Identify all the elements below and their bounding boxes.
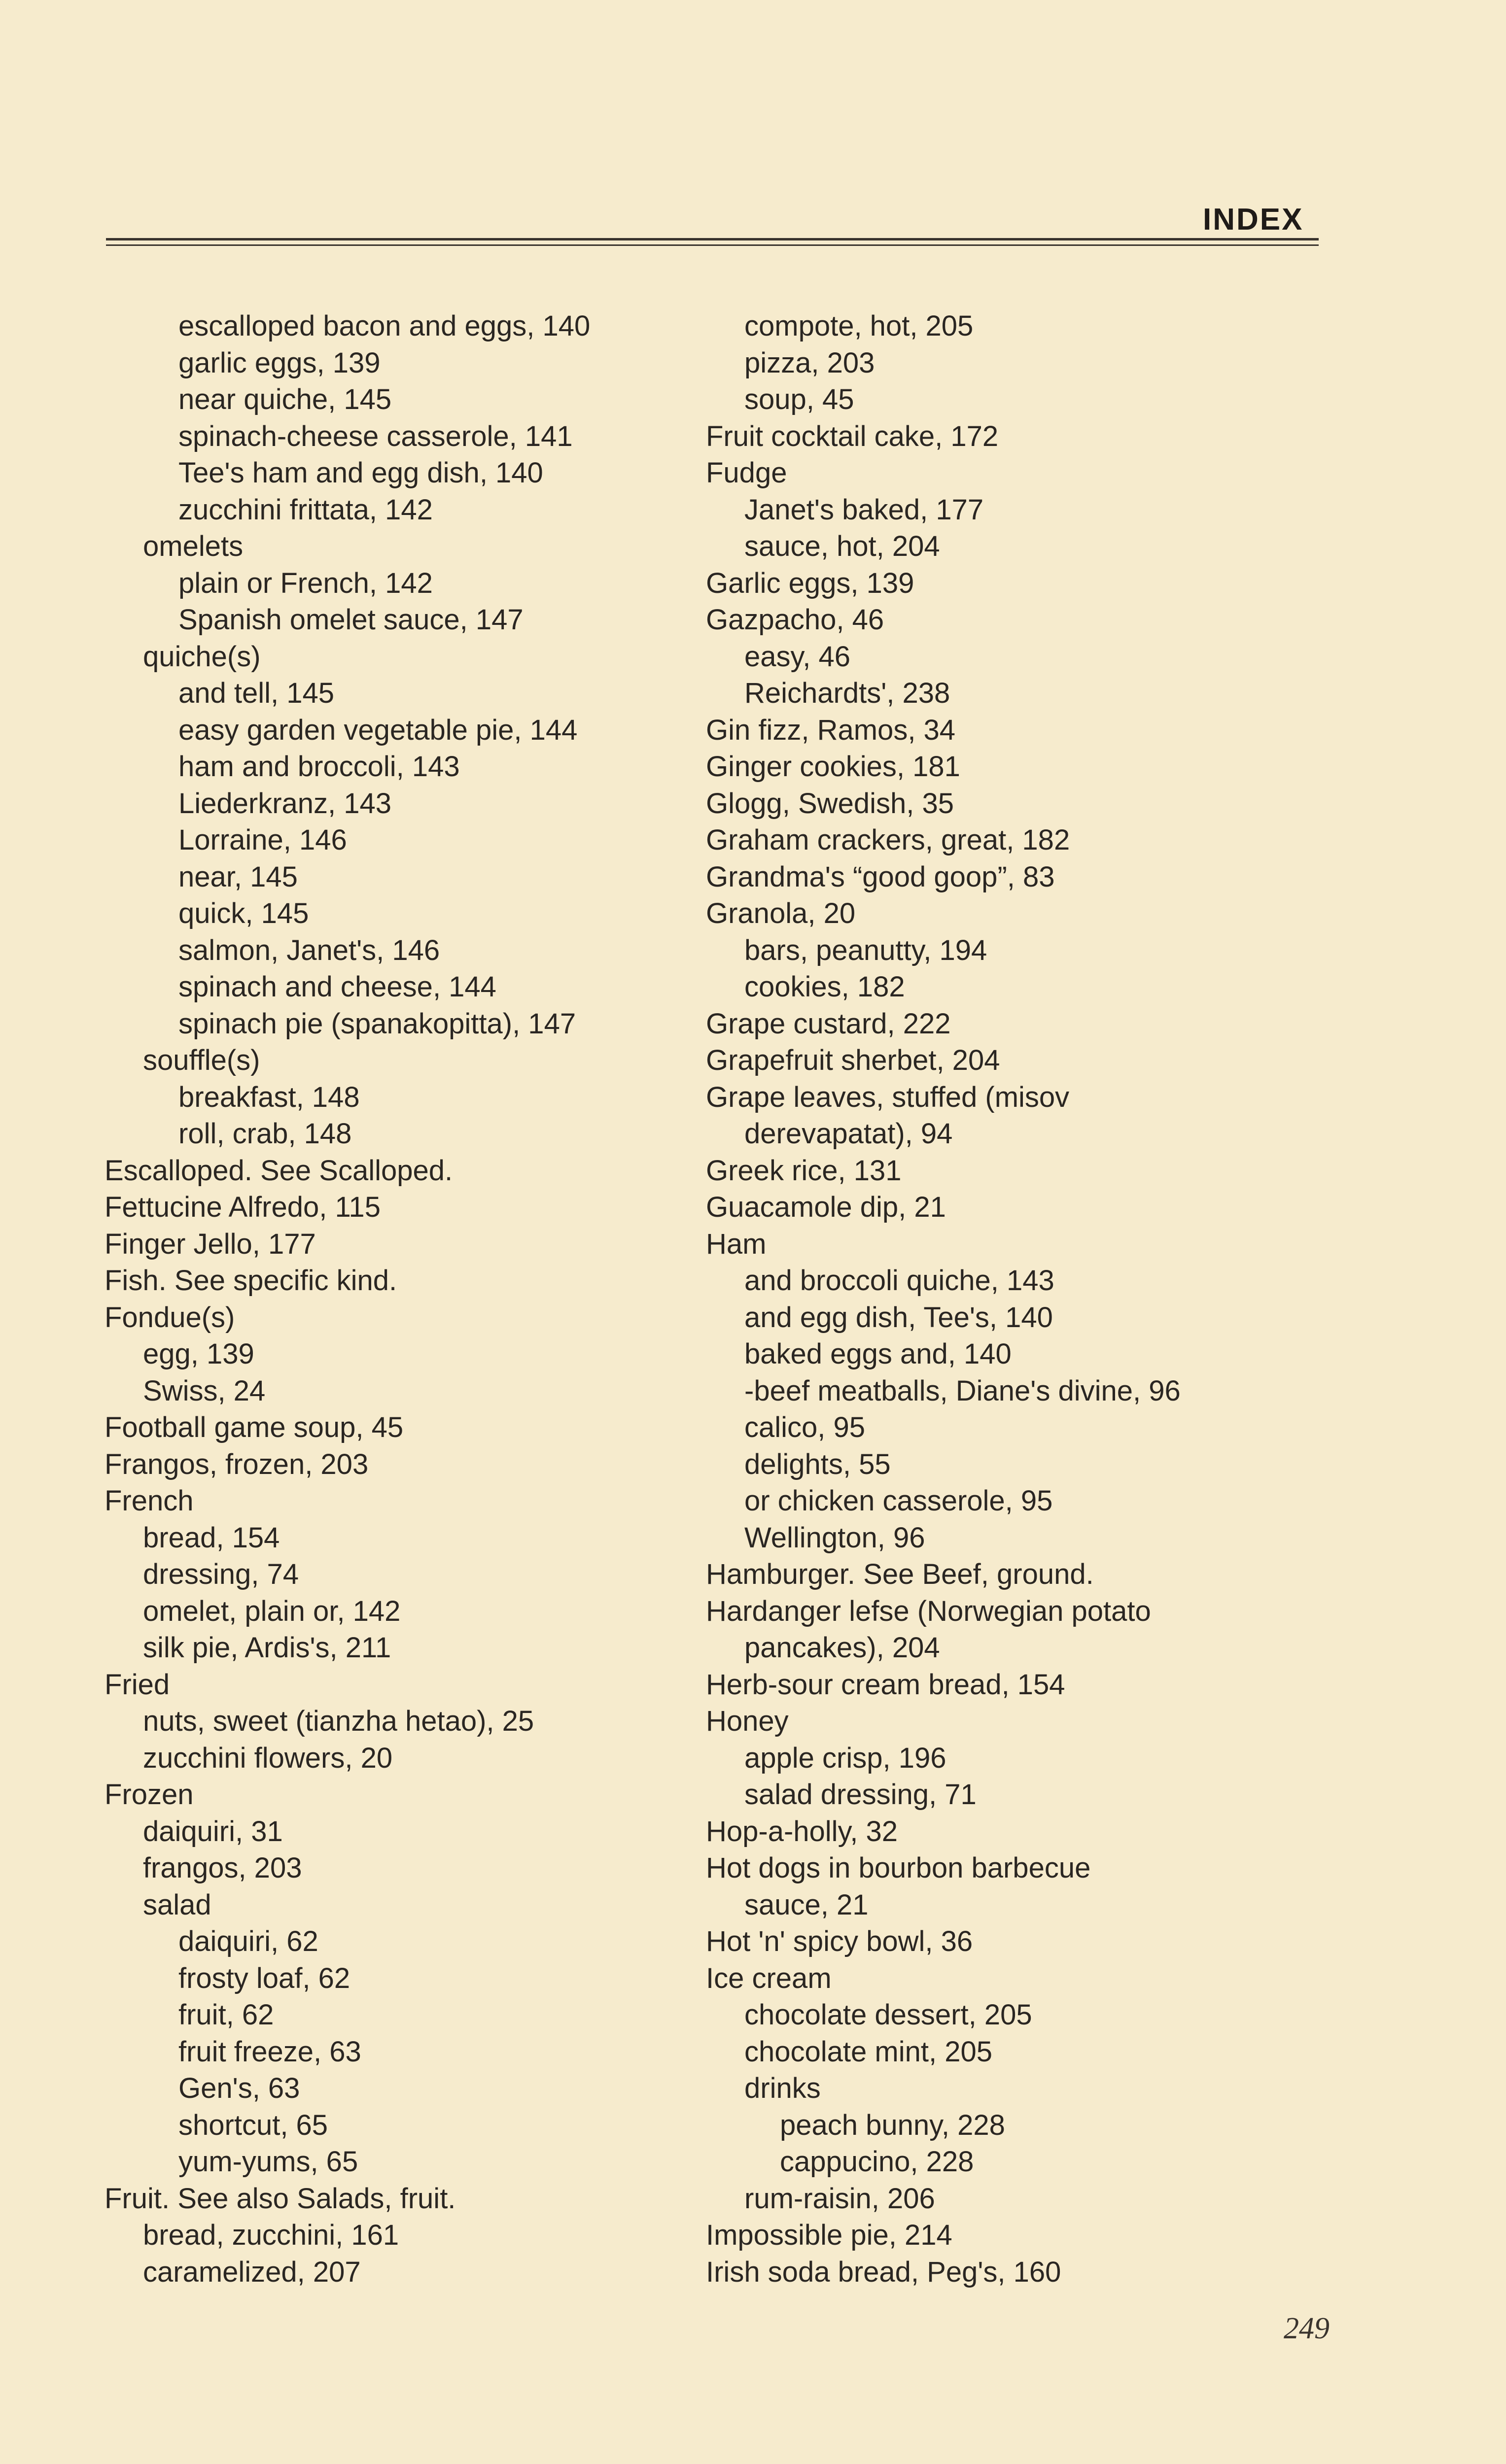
index-entry: Liederkranz, 143 xyxy=(178,787,392,820)
index-entry: peach bunny, 228 xyxy=(780,2109,1005,2141)
index-entry: fruit, 62 xyxy=(178,1999,274,2031)
index-entry: apple crisp, 196 xyxy=(744,1742,946,1774)
index-entry: shortcut, 65 xyxy=(178,2109,328,2141)
index-entry: Grapefruit sherbet, 204 xyxy=(706,1044,1000,1076)
index-entry: fruit freeze, 63 xyxy=(178,2035,361,2068)
index-entry: cappucino, 228 xyxy=(780,2146,974,2178)
index-entry: omelet, plain or, 142 xyxy=(143,1595,401,1627)
index-entry: Greek rice, 131 xyxy=(706,1154,902,1187)
index-entry: frosty loaf, 62 xyxy=(178,1962,350,1994)
index-entry: and broccoli quiche, 143 xyxy=(744,1265,1054,1297)
index-entry: Graham crackers, great, 182 xyxy=(706,824,1070,856)
index-entry: Fondue(s) xyxy=(105,1301,235,1334)
index-entry: Impossible pie, 214 xyxy=(706,2219,952,2251)
index-entry: bread, 154 xyxy=(143,1521,280,1554)
index-entry: spinach-cheese casserole, 141 xyxy=(178,420,573,452)
index-entry: Wellington, 96 xyxy=(744,1521,925,1554)
index-entry: daiquiri, 62 xyxy=(178,1925,318,1957)
index-entry: Tee's ham and egg dish, 140 xyxy=(178,457,543,489)
index-entry: nuts, sweet (tianzha hetao), 25 xyxy=(143,1705,534,1737)
index-entry: frangos, 203 xyxy=(143,1852,302,1884)
index-entry: Gen's, 63 xyxy=(178,2072,300,2104)
index-entry: Glogg, Swedish, 35 xyxy=(706,787,954,820)
index-entry: zucchini frittata, 142 xyxy=(178,493,433,526)
index-entry: egg, 139 xyxy=(143,1338,254,1370)
index-entry: zucchini flowers, 20 xyxy=(143,1742,393,1774)
index-entry: chocolate dessert, 205 xyxy=(744,1999,1032,2031)
index-entry: Fruit cocktail cake, 172 xyxy=(706,420,999,452)
index-entry: Gazpacho, 46 xyxy=(706,604,884,636)
index-entry: Hop-a-holly, 32 xyxy=(706,1815,898,1848)
index-entry: or chicken casserole, 95 xyxy=(744,1485,1053,1517)
index-entry: Gin fizz, Ramos, 34 xyxy=(706,714,956,746)
index-entry: Escalloped. See Scalloped. xyxy=(105,1154,453,1187)
index-entry: Irish soda bread, Peg's, 160 xyxy=(706,2256,1061,2288)
index-entry: souffle(s) xyxy=(143,1044,260,1076)
index-column-left xyxy=(105,308,696,2291)
index-entry: Spanish omelet sauce, 147 xyxy=(178,604,524,636)
index-entry: Fish. See specific kind. xyxy=(105,1265,397,1297)
index-entry: delights, 55 xyxy=(744,1448,891,1480)
index-entry: Football game soup, 45 xyxy=(105,1411,404,1443)
index-entry: baked eggs and, 140 xyxy=(744,1338,1012,1370)
index-entry: Hot dogs in bourbon barbecue xyxy=(706,1852,1091,1884)
index-entry: salad dressing, 71 xyxy=(744,1779,977,1811)
index-entry: Honey xyxy=(706,1705,789,1737)
index-entry: -beef meatballs, Diane's divine, 96 xyxy=(744,1374,1181,1407)
index-entry: Ginger cookies, 181 xyxy=(706,751,960,783)
index-entry: Grape custard, 222 xyxy=(706,1007,951,1040)
index-entry: pizza, 203 xyxy=(744,346,875,379)
page-title: INDEX xyxy=(1203,203,1304,237)
index-entry: dressing, 74 xyxy=(143,1558,299,1590)
index-entry: soup, 45 xyxy=(744,383,854,415)
index-entry: salmon, Janet's, 146 xyxy=(178,934,440,966)
index-entry: bars, peanutty, 194 xyxy=(744,934,987,966)
index-entry: and tell, 145 xyxy=(178,677,335,709)
index-entry: Frozen xyxy=(105,1779,194,1811)
index-entry: garlic eggs, 139 xyxy=(178,346,381,379)
index-entry: Janet's baked, 177 xyxy=(744,493,984,526)
index-entry: Garlic eggs, 139 xyxy=(706,567,914,599)
index-entry: compote, hot, 205 xyxy=(744,310,974,342)
index-entry: Hamburger. See Beef, ground. xyxy=(706,1558,1094,1590)
index-entry: spinach and cheese, 144 xyxy=(178,971,496,1003)
index-entry: rum-raisin, 206 xyxy=(744,2182,935,2215)
index-entry: drinks xyxy=(744,2072,821,2104)
index-entry: sauce, 21 xyxy=(744,1888,869,1921)
index-entry: ham and broccoli, 143 xyxy=(178,751,460,783)
index-column-right xyxy=(706,308,1297,2291)
index-entry: bread, zucchini, 161 xyxy=(143,2219,399,2251)
index-entry: Ice cream xyxy=(706,1962,832,1994)
header-rule-thin xyxy=(106,244,1319,246)
index-entry: plain or French, 142 xyxy=(178,567,433,599)
index-entry: Fudge xyxy=(706,457,787,489)
index-entry: chocolate mint, 205 xyxy=(744,2035,992,2068)
index-entry: salad xyxy=(143,1888,211,1921)
index-entry: sauce, hot, 204 xyxy=(744,530,940,562)
index-entry: yum-yums, 65 xyxy=(178,2146,358,2178)
index-entry: Grandma's “good goop”, 83 xyxy=(706,860,1055,893)
index-entry: Fettucine Alfredo, 115 xyxy=(105,1191,381,1223)
index-entry: daiquiri, 31 xyxy=(143,1815,283,1848)
index-entry: Fried xyxy=(105,1668,170,1701)
index-entry: derevapatat), 94 xyxy=(744,1118,953,1150)
index-entry: spinach pie (spanakopitta), 147 xyxy=(178,1007,576,1040)
index-entry: Reichardts', 238 xyxy=(744,677,950,709)
index-entry: Guacamole dip, 21 xyxy=(706,1191,946,1223)
index-entry: Fruit. See also Salads, fruit. xyxy=(105,2182,456,2215)
index-entry: quiche(s) xyxy=(143,640,261,673)
index-entry: Lorraine, 146 xyxy=(178,824,347,856)
index-entry: near quiche, 145 xyxy=(178,383,392,415)
index-entry: Granola, 20 xyxy=(706,897,856,929)
header-rule-thick xyxy=(106,238,1319,240)
index-entry: cookies, 182 xyxy=(744,971,905,1003)
index-entry: Swiss, 24 xyxy=(143,1374,266,1407)
index-entry: escalloped bacon and eggs, 140 xyxy=(178,310,591,342)
index-entry: easy, 46 xyxy=(744,640,850,673)
index-entry: silk pie, Ardis's, 211 xyxy=(143,1632,391,1664)
index-entry: Frangos, frozen, 203 xyxy=(105,1448,369,1480)
index-entry: quick, 145 xyxy=(178,897,309,929)
index-entry: Hardanger lefse (Norwegian potato xyxy=(706,1595,1151,1627)
index-entry: Hot 'n' spicy bowl, 36 xyxy=(706,1925,973,1957)
index-entry: easy garden vegetable pie, 144 xyxy=(178,714,578,746)
page-number: 249 xyxy=(1284,2312,1330,2345)
index-entry: calico, 95 xyxy=(744,1411,866,1443)
index-entry: omelets xyxy=(143,530,244,562)
index-entry: roll, crab, 148 xyxy=(178,1118,352,1150)
index-entry: near, 145 xyxy=(178,860,298,893)
index-entry: Ham xyxy=(706,1228,767,1260)
index-entry: Grape leaves, stuffed (misov xyxy=(706,1081,1070,1113)
index-entry: caramelized, 207 xyxy=(143,2256,361,2288)
index-entry: breakfast, 148 xyxy=(178,1081,360,1113)
index-entry: Herb-sour cream bread, 154 xyxy=(706,1668,1065,1701)
index-entry: and egg dish, Tee's, 140 xyxy=(744,1301,1053,1334)
index-entry: pancakes), 204 xyxy=(744,1632,940,1664)
index-entry: Finger Jello, 177 xyxy=(105,1228,316,1260)
index-entry: French xyxy=(105,1485,194,1517)
